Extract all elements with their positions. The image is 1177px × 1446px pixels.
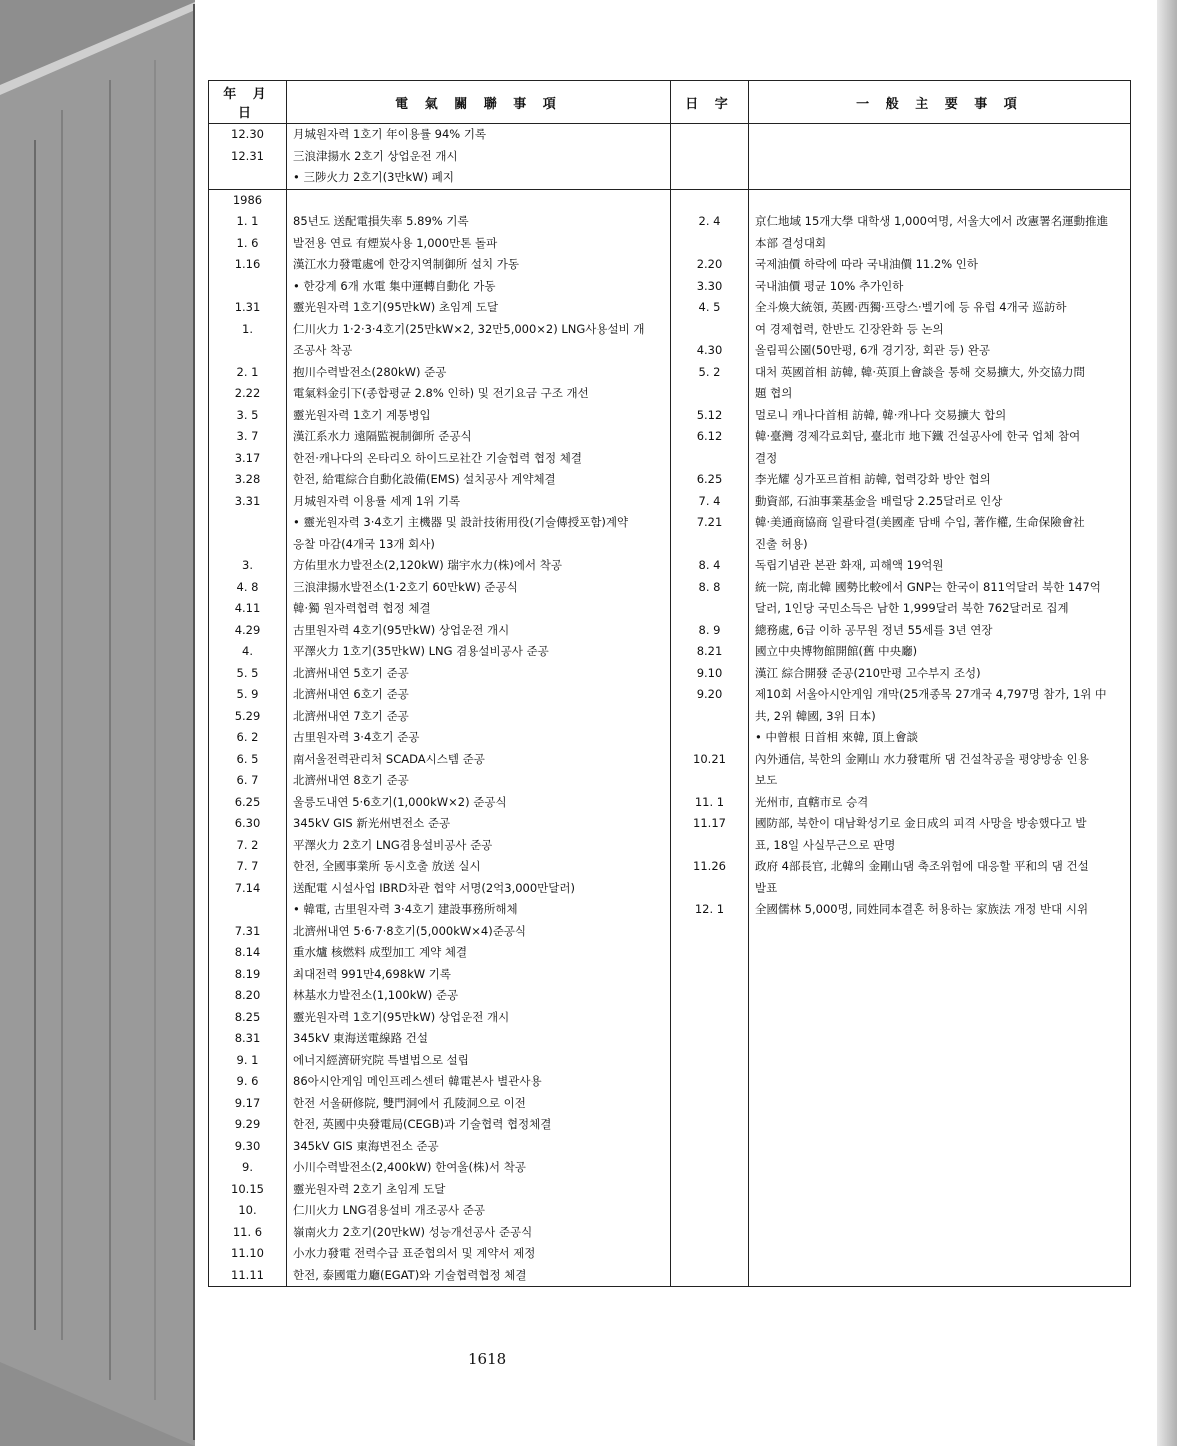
electric-entry-text: 嶺南火力 2호기(20만kW) 성능개선공사 준공식: [293, 1224, 533, 1239]
electric-entry-date: 10.15: [231, 1181, 264, 1196]
general-entry-text: 韓·臺灣 경제각료회담, 臺北市 地下鐵 건설공사에 한국 업체 참여: [755, 429, 1081, 443]
block-1986-general-dates: [671, 189, 749, 1287]
electric-entry-text: 345kV 東海送電線路 건설: [293, 1031, 429, 1045]
general-entry-date: 5. 2: [698, 364, 721, 379]
electric-entry-text: 울릉도내연 5·6호기(1,000kW×2) 준공식: [293, 794, 507, 809]
general-entry-date: 5.12: [696, 407, 723, 422]
general-entry-text: 제10회 서울아시안게임 개막(25개종목 27개국 4,797명 참가, 1위 中: [755, 687, 1107, 701]
general-entry-date: 6.25: [696, 472, 723, 486]
block-1986-dates: [209, 189, 287, 1287]
electric-entry-text: 345kV GIS 東海변전소 준공: [293, 1138, 439, 1153]
general-entry-date: 9.10: [696, 665, 723, 680]
electric-entry-date: 8.14: [234, 945, 261, 959]
electric-entry-date: 4.11: [234, 601, 261, 615]
electric-entry-text: 85년도 送配電損失率 5.89% 기록: [293, 214, 469, 228]
block-1986: [209, 189, 1131, 1287]
electric-entry-text: 한전·캐나다의 온타리오 하이드로社간 기술협력 협정 체결: [293, 450, 582, 465]
electric-entry-date: 9.: [242, 1160, 253, 1174]
electric-entry-date: 4.29: [234, 622, 261, 637]
electric-entry-text: 최대전력 991만4,698kW 기록: [293, 966, 451, 981]
electric-entry-text: 한전, 給電綜合自動化設備(EMS) 설치공사 계약체결: [293, 472, 556, 486]
general-entry-text: 국제油價 하락에 따라 국내油價 11.2% 인하: [755, 257, 979, 271]
electric-entry-date: 6. 7: [236, 773, 259, 787]
electric-entry-date: 1. 1: [236, 214, 259, 228]
header-row: [209, 81, 1131, 124]
general-entry-text: 결정: [755, 450, 778, 465]
electric-entry-date: 7. 7: [236, 859, 259, 873]
block-1985-events: [287, 124, 671, 190]
block-1985: [209, 124, 1131, 190]
electric-entry-text: 三浪津揚水발전소(1·2호기 60만kW) 준공식: [293, 579, 518, 594]
header-day: 日 字: [671, 81, 749, 124]
general-entry-text: 本部 결성대회: [755, 235, 827, 250]
entry-1985-date: 12.31: [231, 148, 264, 163]
electric-entry-date: 6. 5: [236, 751, 259, 766]
general-entry-text: 國防部, 북한이 대남확성기로 金日成의 피격 사망을 방송했다고 발: [755, 816, 1087, 830]
electric-entry-date: 11.11: [231, 1267, 264, 1282]
electric-entry-text: 抱川수력발전소(280kW) 준공: [293, 364, 447, 379]
entry-1985-text: 三浪津揚水 2호기 상업운전 개시: [293, 148, 458, 163]
electric-entry-text: 北濟州내연 8호기 준공: [293, 773, 409, 787]
electric-entry-text: 한전 서울研修院, 雙門洞에서 孔陵洞으로 이전: [293, 1095, 526, 1110]
electric-entry-date: 6.30: [234, 816, 261, 830]
electric-entry-date: 8.31: [234, 1031, 261, 1045]
electric-entry-date: 9.30: [234, 1138, 261, 1153]
electric-entry-text: 小川수력발전소(2,400kW) 한여울(株)서 착공: [293, 1160, 526, 1174]
general-entry-date: 8. 8: [698, 579, 721, 594]
general-entry-date: 7. 4: [698, 493, 721, 508]
general-entry-text: 올림픽公園(50만평, 6개 경기장, 회관 등) 완공: [755, 343, 991, 357]
electric-entry-text: 86아시안게임 메인프레스센터 韓電본사 별관사용: [293, 1074, 542, 1088]
general-entry-date: [671, 233, 748, 255]
header-date: 年 月 日: [209, 81, 287, 124]
general-entry-date: 8. 4: [698, 558, 721, 572]
general-entry-date: [671, 383, 748, 405]
general-entry-text: 여 경제협력, 한반도 긴장완화 등 논의: [755, 321, 944, 336]
general-entry-text: 全國儒林 5,000명, 同姓同本결혼 허용하는 家族法 개정 반대 시위: [755, 902, 1089, 916]
electric-entry-text: 에너지經濟研究院 특별법으로 설립: [293, 1052, 469, 1067]
electric-entry-date: 3. 5: [236, 407, 259, 422]
electric-entry-date: 1.31: [234, 300, 261, 314]
entry-1985-date: [209, 167, 286, 189]
block-1985-dates: [209, 124, 287, 190]
general-entry-text: • 中曾根 日首相 來韓, 頂上會談: [755, 730, 919, 744]
general-entry-date: [671, 770, 748, 792]
page-right-edge: [1157, 0, 1177, 1446]
general-entry-text: 國立中央博物館開館(舊 中央廳): [755, 644, 918, 658]
general-entry-date: 9.20: [696, 687, 723, 701]
general-entry-text: 動資部, 石油事業基金을 배럴당 2.25달러로 인상: [755, 493, 1003, 508]
electric-entry-text: 南서울전력관리처 SCADA시스템 준공: [293, 751, 485, 766]
chronology-table: [208, 80, 1131, 1287]
general-entry-date: [671, 319, 748, 341]
electric-entry-text: 漢江水力發電處에 한강지역制御所 설치 가동: [293, 257, 519, 271]
electric-entry-date: [209, 340, 286, 362]
electric-entry-date: 10.: [238, 1203, 257, 1217]
electric-entry-text: 電氣料金引下(종합평균 2.8% 인하) 및 전기요금 구조 개선: [293, 386, 589, 400]
general-entry-text: 달러, 1인당 국민소득은 남한 1,999달러 북한 762달러로 집계: [755, 601, 1069, 615]
electric-entry-text: 조공사 착공: [293, 343, 353, 357]
general-entry-date: 2. 4: [698, 214, 721, 228]
general-entry-date: [671, 835, 748, 857]
electric-entry-text: 靈光원자력 1호기(95만kW) 상업운전 개시: [293, 1009, 510, 1024]
electric-entry-date: 7.14: [234, 880, 261, 895]
general-entry-date: 11. 1: [694, 794, 725, 809]
general-entry-date: [671, 448, 748, 470]
electric-entry-text: 발전용 연료 有煙炭사용 1,000만톤 돌파: [293, 235, 498, 250]
electric-entry-text: 北濟州내연 7호기 준공: [293, 708, 409, 723]
electric-entry-date: 11. 6: [232, 1224, 263, 1239]
general-entry-text: 진출 허용): [755, 536, 808, 551]
general-entry-date: 12. 1: [694, 902, 725, 916]
block-1986-general-events: [749, 189, 1131, 1287]
general-entry-text: 보도: [755, 773, 778, 787]
electric-entry-date: 3.31: [234, 493, 261, 508]
electric-entry-text: 靈光원자력 1호기(95만kW) 초임계 도달: [293, 300, 499, 314]
general-entry-text: 멀로니 캐나다首相 訪韓, 韓·캐나다 交易擴大 합의: [755, 407, 1007, 422]
electric-entry-date: 11.10: [231, 1246, 264, 1260]
general-entry-text: 京仁地域 15개大學 대학생 1,000여명, 서울大에서 改憲署名運動推進: [755, 214, 1109, 228]
general-entry-text: 漢江 綜合開發 준공(210만평 고수부지 조성): [755, 665, 981, 680]
electric-entry-text: 한전, 泰國電力廳(EGAT)와 기술협력협정 체결: [293, 1267, 527, 1282]
general-entry-date: 8.21: [696, 644, 723, 658]
electric-entry-date: 2.22: [234, 386, 261, 400]
general-entry-text: 共, 2위 韓國, 3위 日本): [755, 708, 876, 723]
general-entry-date: 7.21: [696, 515, 723, 529]
electric-entry-date: [209, 534, 286, 556]
electric-entry-date: 7. 2: [236, 837, 259, 852]
block-1986-events: [287, 189, 671, 1287]
electric-entry-text: 韓·獨 원자력협력 협정 체결: [293, 601, 431, 615]
electric-entry-text: 方佑里水力발전소(2,120kW) 瑞宇水力(株)에서 착공: [293, 558, 562, 572]
general-entry-date: 2.20: [696, 257, 723, 271]
electric-entry-date: 4. 8: [236, 579, 259, 594]
general-entry-date: 4. 5: [698, 300, 721, 314]
general-entry-date: 10.21: [693, 751, 726, 766]
electric-entry-text: • 한강계 6개 水電 集中運轉自動化 가동: [293, 278, 496, 293]
electric-entry-text: 靈光원자력 2호기 초임계 도달: [293, 1181, 446, 1196]
electric-entry-date: 1.16: [234, 257, 261, 271]
electric-entry-date: 2. 1: [236, 364, 259, 379]
general-entry-date: [671, 706, 748, 728]
electric-entry-date: 9.17: [234, 1095, 261, 1110]
electric-entry-text: 北濟州내연 5호기 준공: [293, 665, 409, 680]
electric-entry-text: 小水力發電 전력수급 표준협의서 및 계약서 제정: [293, 1246, 536, 1260]
general-entry-text: 표, 18일 사실무근으로 판명: [755, 837, 896, 852]
entry-1985-text: 月城원자력 1호기 年이용률 94% 기록: [293, 127, 487, 141]
electric-entry-date: 3.: [242, 558, 253, 572]
electric-entry-date: 1.: [242, 321, 253, 336]
electric-entry-date: 6. 2: [236, 730, 259, 744]
electric-entry-text: 345kV GIS 新光州변전소 준공: [293, 816, 451, 830]
electric-entry-date: [209, 276, 286, 298]
electric-entry-date: 9. 6: [236, 1074, 259, 1088]
electric-entry-text: 平澤火力 2호기 LNG겸용설비공사 준공: [293, 837, 493, 852]
general-entry-text: 政府 4部長官, 北韓의 金剛山댐 축조위험에 대응할 平和의 댐 건설: [755, 859, 1089, 873]
electric-entry-text: 漢江系水力 遠隔監視制御所 준공식: [293, 429, 472, 443]
electric-entry-date: 3.28: [234, 472, 261, 486]
general-entry-text: 題 협의: [755, 386, 793, 400]
electric-entry-text: • 靈光원자력 3·4호기 主機器 및 設計技術用役(기술傳授포함)계약: [293, 515, 629, 529]
electric-entry-date: 6.25: [234, 794, 261, 809]
page-number: 1618: [468, 1350, 507, 1368]
general-entry-text: 內外通信, 북한의 金剛山 水力發電所 댐 건설착공을 평양방송 인용: [755, 751, 1089, 766]
general-entry-text: 대처 英國首相 訪韓, 韓·英頂上會談을 통해 交易擴大, 外交協力問: [755, 364, 1085, 379]
electric-entry-text: 北濟州내연 5·6·7·8호기(5,000kW×4)준공식: [293, 923, 527, 938]
block-1985-day-empty: [671, 124, 749, 190]
year-label: 1986: [232, 192, 263, 207]
electric-entry-date: 5. 5: [236, 665, 259, 680]
electric-entry-date: 8.19: [234, 966, 261, 981]
electric-entry-text: 한전, 英國中央發電局(CEGB)과 기술협력 협정체결: [293, 1117, 552, 1131]
general-entry-date: [671, 727, 748, 749]
general-entry-date: [671, 598, 748, 620]
electric-entry-text: 靈光원자력 1호기 계통병입: [293, 407, 431, 422]
general-entry-text: 總務處, 6급 이하 공무원 정년 55세를 3년 연장: [755, 622, 993, 637]
general-entry-date: 8. 9: [698, 622, 721, 637]
electric-entry-text: 林基水力발전소(1,100kW) 준공: [293, 988, 459, 1002]
general-entry-text: 韓·美通商協商 일괄타결(美國產 담배 수입, 著作權, 生命保險會社: [755, 515, 1085, 529]
general-entry-text: 全斗煥大統領, 英國·西獨·프랑스·벨기에 등 유럽 4개국 巡訪하: [755, 300, 1067, 314]
general-entry-text: 발표: [755, 880, 778, 895]
general-entry-date: [671, 534, 748, 556]
electric-entry-text: 平澤火力 1호기(35만kW) LNG 겸용설비공사 준공: [293, 644, 549, 658]
electric-entry-date: 8.20: [234, 988, 261, 1002]
electric-entry-date: 5. 9: [236, 687, 259, 701]
block-1985-general-empty: [749, 124, 1131, 190]
electric-entry-date: 3.17: [234, 450, 261, 465]
general-entry-date: 11.17: [693, 816, 726, 830]
electric-entry-date: [209, 899, 286, 921]
electric-entry-date: 7.31: [234, 923, 261, 938]
electric-entry-text: 月城원자력 이용률 세계 1위 기록: [293, 493, 461, 508]
general-entry-date: 4.30: [696, 343, 723, 357]
electric-entry-text: 응찰 마감(4개국 13개 회사): [293, 536, 435, 551]
header-general: 一 般 主 要 事 項: [749, 81, 1131, 124]
electric-entry-text: 重水爐 核燃料 成型加工 계약 체결: [293, 945, 468, 959]
general-entry-text: 국내油價 평균 10% 추가인하: [755, 278, 904, 293]
general-entry-text: 統一院, 南北韓 國勢比較에서 GNP는 한국이 811억달러 북한 147억: [755, 579, 1101, 594]
header-electric: 電 氣 關 聯 事 項: [287, 81, 671, 124]
electric-entry-date: [209, 512, 286, 534]
electric-entry-date: 8.25: [234, 1009, 261, 1024]
general-entry-date: 6.12: [696, 429, 723, 443]
electric-entry-date: 5.29: [234, 708, 261, 723]
electric-entry-date: 9. 1: [236, 1052, 259, 1067]
electric-entry-text: 仁川火力 LNG겸용설비 개조공사 준공: [293, 1203, 485, 1217]
electric-entry-text: 古里원자력 3·4호기 준공: [293, 730, 420, 744]
electric-entry-date: 3. 7: [236, 429, 259, 443]
electric-entry-date: 9.29: [234, 1117, 261, 1131]
electric-entry-text: 北濟州내연 6호기 준공: [293, 687, 409, 701]
electric-entry-text: • 韓電, 古里원자력 3·4호기 建設事務所해체: [293, 902, 518, 916]
general-entry-text: 李光耀 싱가포르首相 訪韓, 협력강화 방안 협의: [755, 472, 991, 486]
general-entry-date: [671, 878, 748, 900]
general-entry-date: 3.30: [696, 278, 723, 293]
general-entry-date: 11.26: [693, 859, 726, 873]
entry-1985-date: 12.30: [231, 127, 264, 141]
electric-entry-date: 4.: [242, 644, 253, 658]
entry-1985-text: • 三陟火力 2호기(3만kW) 폐지: [293, 170, 454, 184]
electric-entry-text: 한전, 全國事業所 동시호출 放送 실시: [293, 859, 481, 873]
electric-entry-text: 古里원자력 4호기(95만kW) 상업운전 개시: [293, 622, 510, 637]
electric-entry-text: 仁川火力 1·2·3·4호기(25만kW×2, 32만5,000×2) LNG사용설비 개: [293, 321, 645, 336]
electric-entry-date: 1. 6: [236, 235, 259, 250]
general-entry-text: 독립기념관 본관 화재, 피해액 19억원: [755, 558, 944, 572]
electric-entry-text: 送配電 시설사업 IBRD차관 협약 서명(2억3,000만달러): [293, 880, 575, 895]
general-entry-text: 光州市, 直轄市로 승격: [755, 794, 869, 809]
